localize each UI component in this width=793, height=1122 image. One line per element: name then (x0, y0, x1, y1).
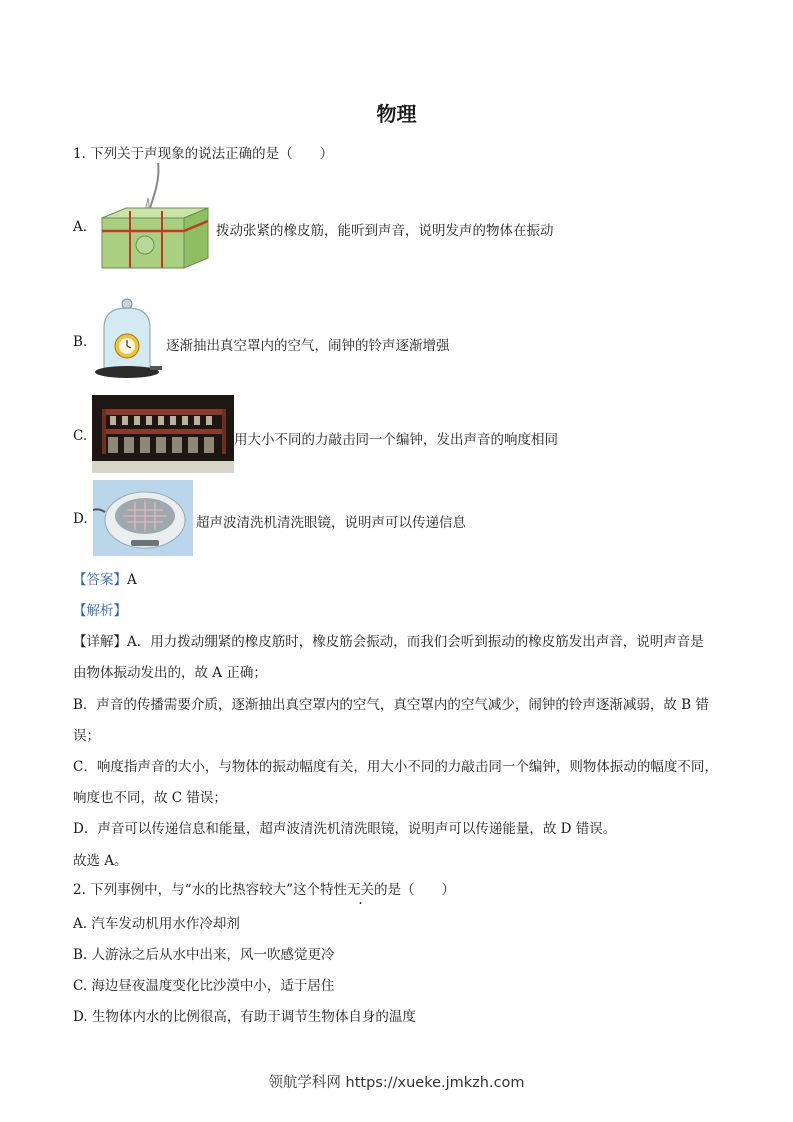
explanation-line-3: B．声音的传播需要介质，逐渐抽出真空罩内的空气，真空罩内的空气减少，闹钟的铃声逐渐减弱，故 B 错 (73, 697, 709, 713)
q2-option-d: D. 生物体内水的比例很高，有助于调节生物体自身的温度 (73, 1009, 416, 1025)
question-2-stem-after: 的是（ ） (373, 882, 455, 898)
q2-option-c: C. 海边昼夜温度变化比沙漠中小，适于居住 (73, 978, 335, 994)
option-c-text: 用大小不同的力敲击同一个编钟，发出声音的响度相同 (234, 432, 558, 448)
option-d-label: D. (73, 511, 88, 527)
explanation-line-2: 由物体振动发出的，故 A 正确； (73, 665, 267, 681)
page-title: 物理 (376, 102, 417, 126)
explanation-line-7: D．声音可以传递信息和能量，超声波清洗机清洗眼镜，说明声可以传递能量，故 D 错误。 (73, 821, 617, 837)
detail-tag: 【详解】 (73, 634, 127, 650)
explanation-line-6: 响度也不同，故 C 错误； (73, 790, 227, 806)
question-2-emphasis: 无关 (346, 882, 374, 898)
page-footer: 领航学科网 https://xueke.jmkzh.com (268, 1075, 525, 1091)
explanation-line-1 (73, 630, 704, 650)
option-b-label: B. (73, 334, 88, 350)
q2-option-b: B. 人游泳之后从水中出来，风一吹感觉更冷 (73, 947, 335, 963)
option-a-text: 拨动张紧的橡皮筋，能听到声音，说明发声的物体在振动 (216, 223, 554, 239)
rubber-band-box-image (100, 163, 212, 273)
option-c-label: C. (73, 428, 88, 444)
option-d-text: 超声波清洗机清洗眼镜，说明声可以传递信息 (196, 515, 466, 531)
answer-value: A (127, 572, 137, 588)
option-a-label: A. (73, 219, 88, 235)
answer-line (73, 568, 137, 588)
question-1-stem: 1. 下列关于声现象的说法正确的是（ ） (73, 146, 334, 162)
explanation-line-4: 误； (73, 728, 100, 744)
question-2-stem-before: 2. 下列事例中，与“水的比热容较大”这个特性 (73, 882, 347, 898)
analysis-tag: 【解析】 (73, 603, 127, 619)
option-b-text: 逐渐抽出真空罩内的空气，闹钟的铃声逐渐增强 (166, 338, 450, 354)
question-2-stem (73, 878, 455, 898)
explanation-line-5: C．响度指声音的大小，与物体的振动幅度有关，用大小不同的力敲击同一个编钟，则物体振动的幅度不同， (73, 759, 718, 775)
bell-jar-alarm-clock-image (94, 296, 164, 384)
explanation-line-8: 故选 A。 (73, 853, 128, 869)
chime-bells-image (92, 395, 234, 473)
explanation-text-1: A．用力拨动绷紧的橡皮筋时，橡皮筋会振动，而我们会听到振动的橡皮筋发出声音，说明声音是 (127, 634, 704, 650)
ultrasonic-cleaner-image (93, 480, 193, 556)
q2-option-a: A. 汽车发动机用水作冷却剂 (73, 916, 240, 932)
answer-tag: 【答案】 (73, 572, 127, 588)
